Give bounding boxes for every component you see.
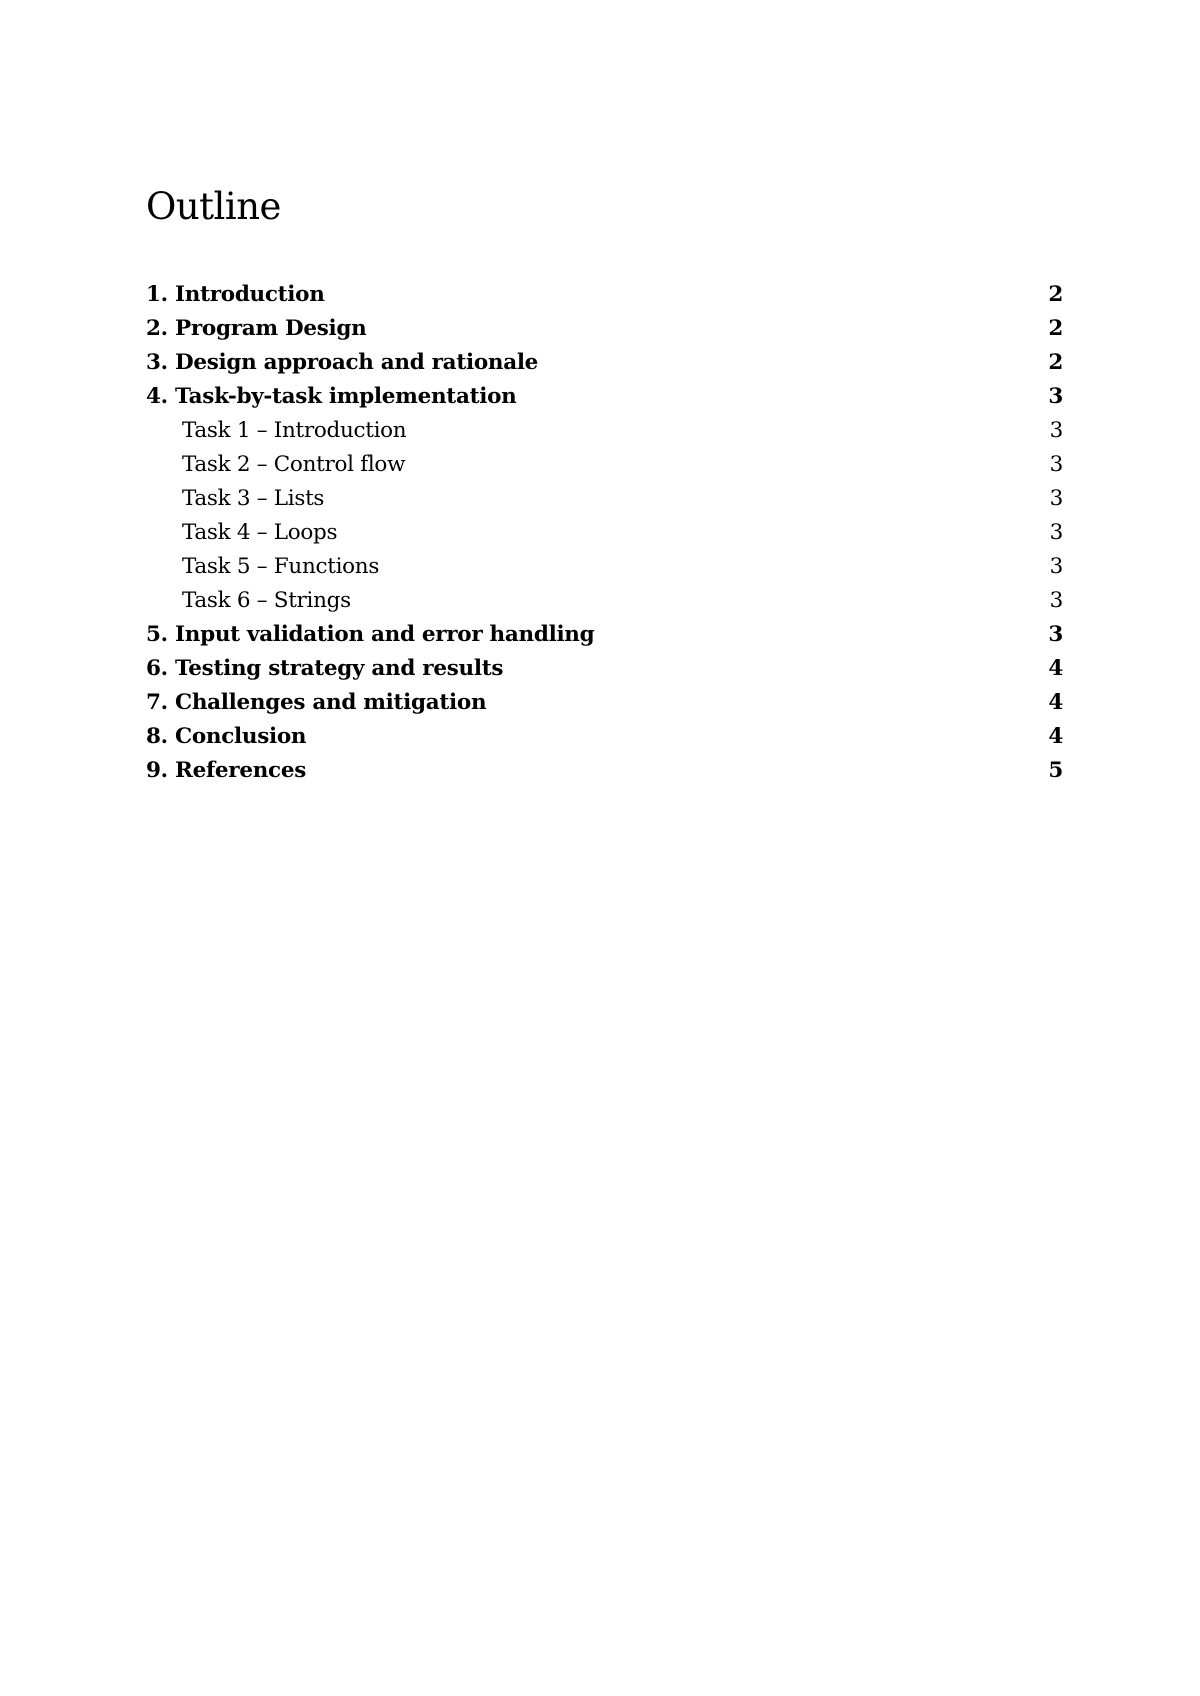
- toc-entry-label: 5. Input validation and error handling: [146, 622, 595, 647]
- toc-subentry-page: 3: [1049, 520, 1063, 545]
- toc-subentry-label: Task 5 – Functions: [182, 554, 380, 579]
- toc-entry[interactable]: [146, 652, 1063, 686]
- toc-entry-page: 2: [1048, 316, 1063, 341]
- toc-entry[interactable]: [146, 346, 1063, 380]
- toc-entry-label: 9. References: [146, 758, 307, 783]
- toc-entry[interactable]: [146, 312, 1063, 346]
- toc-subentry[interactable]: [146, 414, 1063, 448]
- toc-entry[interactable]: [146, 754, 1063, 788]
- toc-subentry[interactable]: [146, 550, 1063, 584]
- toc-entry-label: 6. Testing strategy and results: [146, 656, 504, 681]
- toc-subentry-page: 3: [1049, 452, 1063, 477]
- toc-entry-page: 2: [1048, 282, 1063, 307]
- toc-entry[interactable]: [146, 618, 1063, 652]
- toc-subentry-page: 3: [1049, 554, 1063, 579]
- page-title: Outline: [146, 185, 281, 228]
- toc-entry[interactable]: [146, 278, 1063, 312]
- toc-entry-label: 1. Introduction: [146, 282, 325, 307]
- toc-subentry-label: Task 3 – Lists: [182, 486, 325, 511]
- toc-subentry-page: 3: [1049, 486, 1063, 511]
- toc-entry-page: 3: [1048, 384, 1063, 409]
- toc-entry-label: 3. Design approach and rationale: [146, 350, 539, 375]
- toc-subentry-label: Task 2 – Control flow: [182, 452, 406, 477]
- toc-entry[interactable]: [146, 720, 1063, 754]
- toc-entry-label: 7. Challenges and mitigation: [146, 690, 487, 715]
- toc-entry-page: 3: [1048, 622, 1063, 647]
- toc-subentry-page: 3: [1049, 588, 1063, 613]
- toc-entry[interactable]: [146, 380, 1063, 414]
- toc-subentry-page: 3: [1049, 418, 1063, 443]
- toc-subentry-label: Task 1 – Introduction: [182, 418, 407, 443]
- toc-entry-page: 5: [1048, 758, 1063, 783]
- table-of-contents: [146, 278, 1063, 788]
- toc-subentry-label: Task 4 – Loops: [182, 520, 338, 545]
- toc-entry-page: 4: [1048, 656, 1063, 681]
- toc-entry-label: 8. Conclusion: [146, 724, 307, 749]
- toc-subentry[interactable]: [146, 584, 1063, 618]
- toc-entry-label: 2. Program Design: [146, 316, 367, 341]
- toc-entry-page: 2: [1048, 350, 1063, 375]
- toc-entry-label: 4. Task-by-task implementation: [146, 384, 517, 409]
- toc-entry-page: 4: [1048, 690, 1063, 715]
- toc-subentry-label: Task 6 – Strings: [182, 588, 351, 613]
- toc-entry[interactable]: [146, 686, 1063, 720]
- toc-subentry[interactable]: [146, 448, 1063, 482]
- toc-subentry[interactable]: [146, 516, 1063, 550]
- toc-entry-page: 4: [1048, 724, 1063, 749]
- toc-subentry[interactable]: [146, 482, 1063, 516]
